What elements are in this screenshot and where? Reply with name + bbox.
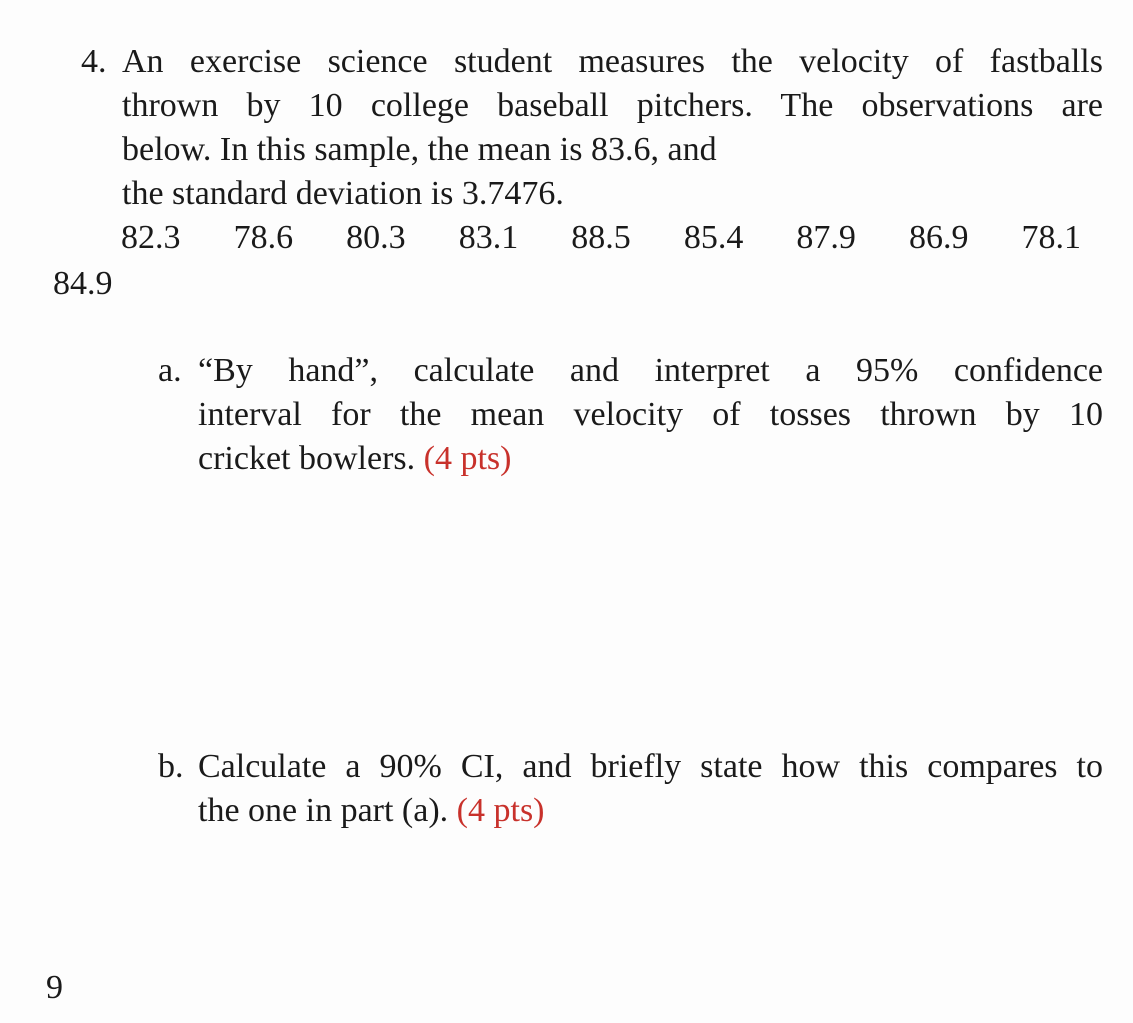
part-a-text-line-3: cricket bowlers. (198, 440, 416, 477)
part-b-letter: b. (158, 748, 184, 785)
observation-value: 80.3 (346, 219, 406, 256)
part-a-line-1 (158, 349, 1103, 393)
observation-value: 78.1 (1021, 219, 1081, 256)
question-text-line-2: thrown by 10 college baseball pitchers. The observations are (122, 87, 1103, 124)
question-line-1 (81, 40, 1103, 84)
page-number: 9 (46, 969, 63, 1006)
question-text-line-1: An exercise science student measures the velocity of fastballs (122, 43, 1103, 80)
part-b-points: (4 pts) (456, 792, 545, 829)
observation-value: 87.9 (796, 219, 856, 256)
part-a-line-3 (158, 437, 1103, 481)
part-b-line-1 (158, 745, 1103, 789)
question-text-line-3: below. In this sample, the mean is 83.6, and (122, 131, 717, 168)
part-a-points: (4 pts) (423, 440, 512, 477)
part-b-text-line-1: Calculate a 90% CI, and briefly state how this compares to (198, 748, 1103, 785)
observation-value: 82.3 (121, 219, 181, 256)
question-text-line-4: the standard deviation is 3.7476. (122, 175, 564, 212)
part-b-text-line-2: the one in part (a). (198, 792, 449, 829)
part-a-text-line-1: “By hand”, calculate and interpret a 95% confidence (198, 352, 1103, 389)
observation-value-wrapped: 84.9 (53, 265, 113, 302)
observation-value: 88.5 (571, 219, 631, 256)
part-a-letter: a. (158, 352, 182, 389)
observation-value: 86.9 (908, 219, 969, 256)
part-a (158, 349, 1103, 481)
observation-value: 83.1 (458, 219, 519, 256)
part-b-line-2 (158, 789, 1103, 833)
observation-value: 85.4 (683, 219, 744, 256)
observations-row (121, 216, 1081, 260)
part-a-text-line-2: interval for the mean velocity of tosses thrown by 10 (198, 396, 1103, 433)
question-4 (81, 40, 1103, 216)
observation-value: 78.6 (233, 219, 294, 256)
question-number: 4. (81, 43, 107, 80)
part-b (158, 745, 1103, 833)
